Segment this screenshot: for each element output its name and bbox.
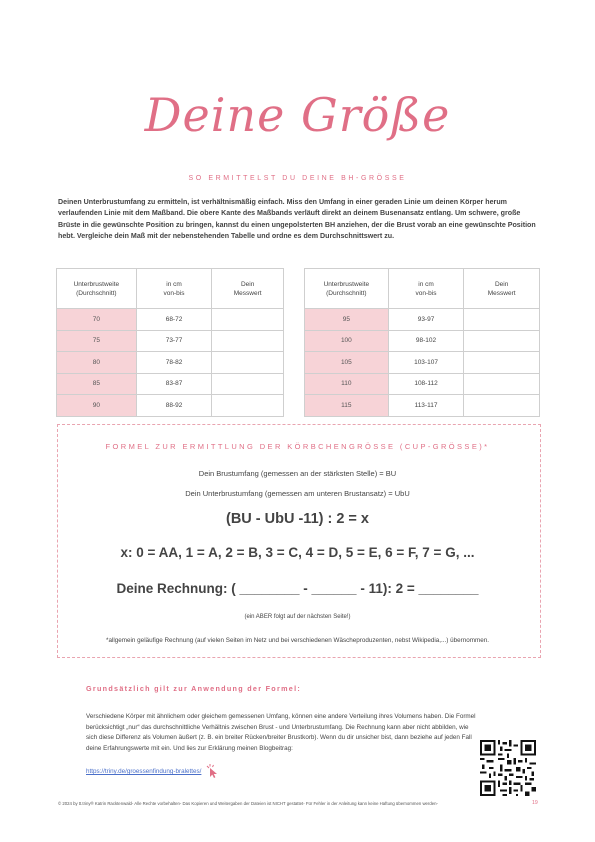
click-cursor-icon	[204, 763, 220, 779]
measurement-cell	[212, 395, 284, 417]
header-underbust	[305, 269, 389, 309]
size-cell: 95	[305, 309, 389, 331]
measurement-cell	[212, 352, 284, 374]
header-underbust-line2: (Durchschnitt)	[76, 289, 117, 297]
measurement-cell	[212, 330, 284, 352]
size-cell: 85	[57, 373, 137, 395]
page-number: 19	[532, 800, 538, 806]
measurement-cell	[212, 309, 284, 331]
table-row	[305, 330, 540, 352]
header-underbust-line1: Unterbrustweite	[323, 280, 370, 288]
size-cell: 90	[57, 395, 137, 417]
range-cell: 93-97	[388, 309, 464, 331]
table-row	[305, 309, 540, 331]
formula-ubu-definition: Dein Unterbrustumfang (gemessen am unteren Brustansatz) = UbU	[185, 489, 410, 498]
header-range	[388, 269, 464, 309]
intro-paragraph: Deinen Unterbrustumfang zu ermitteln, ist verhältnismäßig einfach. Miss den Umfang in einer geraden Linie um deinen Körper herum verlaufenden Linie mit dem Maßband. Die obere Kante des Maßbands verläuft direkt an deinem Busenansatz entlang. Um schwere, große Brüste in die gewünschte Position zu bringen, kannst du einen ungepolsterten BH anziehen, der die Brust vorab an eine gewünschte Position hebt. Vergleiche dein Maß mit der nebenstehenden Tabelle und ordne es dem Durchschnittswert zu.	[58, 198, 536, 240]
basics-paragraph: Verschiedene Körper mit ähnlichem oder gleichem gemessenen Umfang, können eine andere Verteilung ihres Volumens haben. Die Formel berücksichtigt „nur“ das durchschnittliche Verhältnis zwischen Brust - und Unterbrustumfang. Die Rechnung kann aber nicht abbilden, wie sich diese Differenz als Volumen äußert (z. B. ein breiter Rücken/breiter Brustkorb). Wenn du dir unsicher bist, dann beziehe auf jeden Fall deine Erfahrungswerte mit ein. Und lies zur Erklärung meinen Blogbeitrag:	[86, 713, 476, 752]
table-row	[57, 395, 284, 417]
table-row	[305, 395, 540, 417]
qr-code-icon[interactable]	[480, 740, 536, 796]
range-cell: 83-87	[136, 373, 212, 395]
copyright-footer: © 2024 by tt.triny® Katrin Racktenwald- Alle Rechte vorbehalten- Das Kopieren und Weitergaben der Dateien ist NICHT gestattet- Für Fehler in der Anleitung kann keine Haftung übernommen werden-	[58, 801, 438, 806]
range-cell: 78-82	[136, 352, 212, 374]
header-measurement	[464, 269, 540, 309]
header-underbust-line2: (Durchschnitt)	[326, 289, 367, 297]
range-cell: 98-102	[388, 330, 464, 352]
table-row	[305, 352, 540, 374]
header-measurement-line1: Dein	[494, 280, 509, 288]
header-measurement-line2: Messwert	[233, 289, 262, 297]
header-range-line2: von-bis	[415, 289, 437, 297]
size-table-left	[56, 268, 284, 417]
measurement-cell	[464, 395, 540, 417]
range-cell: 108-112	[388, 373, 464, 395]
header-range-line1: in cm	[418, 280, 434, 288]
formula-footnote: *allgemein geläufige Rechnung (auf vielen Seiten im Netz und bei verschiedenen Wäscheproduzenten, nebst Wikipedia,...) übernommen.	[106, 637, 489, 644]
size-cell: 70	[57, 309, 137, 331]
size-cell: 105	[305, 352, 389, 374]
page-title: Deine Größe	[144, 88, 451, 142]
formula-equation: (BU - UbU -11) : 2 = x	[225, 511, 369, 527]
measurement-cell	[464, 373, 540, 395]
header-range-line2: von-bis	[163, 289, 185, 297]
size-table-right	[304, 268, 540, 417]
header-range	[136, 269, 212, 309]
size-cell: 110	[305, 373, 389, 395]
header-range-line1: in cm	[166, 280, 182, 288]
table-row	[57, 373, 284, 395]
size-cell: 80	[57, 352, 137, 374]
size-cell: 100	[305, 330, 389, 352]
formula-box	[57, 424, 541, 658]
range-cell: 88-92	[136, 395, 212, 417]
table-row	[57, 352, 284, 374]
header-measurement-line2: Messwert	[487, 289, 516, 297]
header-underbust-line1: Unterbrustweite	[73, 280, 120, 288]
table-header-row	[305, 269, 540, 309]
cup-mapping: x: 0 = AA, 1 = A, 2 = B, 3 = C, 4 = D, 5 = E, 6 = F, 7 = G, ...	[120, 545, 475, 560]
size-cell: 75	[57, 330, 137, 352]
table-row	[57, 309, 284, 331]
your-calculation: Deine Rechnung: ( ________ - ______ - 11): 2 = ________	[116, 581, 479, 596]
measurement-cell	[464, 352, 540, 374]
table-row	[57, 330, 284, 352]
formula-title: FORMEL ZUR ERMITTLUNG DER KÖRBCHENGRÖSSE (CUP-GRÖSSE)*	[105, 442, 490, 451]
size-cell: 115	[305, 395, 389, 417]
measurement-cell	[464, 309, 540, 331]
header-measurement-line1: Dein	[240, 280, 255, 288]
range-cell: 113-117	[388, 395, 464, 417]
page-subtitle: SO ERMITTELST DU DEINE BH-GRÖSSE	[188, 175, 407, 182]
basics-heading: Grundsätzlich gilt zur Anwendung der Formel:	[86, 684, 302, 693]
measurement-cell	[212, 373, 284, 395]
header-underbust	[57, 269, 137, 309]
blog-link[interactable]: https://triny.de/groessenfindung-bralettes/	[86, 768, 202, 775]
range-cell: 103-107	[388, 352, 464, 374]
range-cell: 73-77	[136, 330, 212, 352]
formula-bu-definition: Dein Brustumfang (gemessen an der stärksten Stelle) = BU	[198, 469, 397, 478]
table-row	[305, 373, 540, 395]
header-measurement	[212, 269, 284, 309]
table-header-row	[57, 269, 284, 309]
range-cell: 68-72	[136, 309, 212, 331]
next-page-note: (ein ABER folgt auf der nächsten Seite!)	[244, 614, 351, 620]
measurement-cell	[464, 330, 540, 352]
